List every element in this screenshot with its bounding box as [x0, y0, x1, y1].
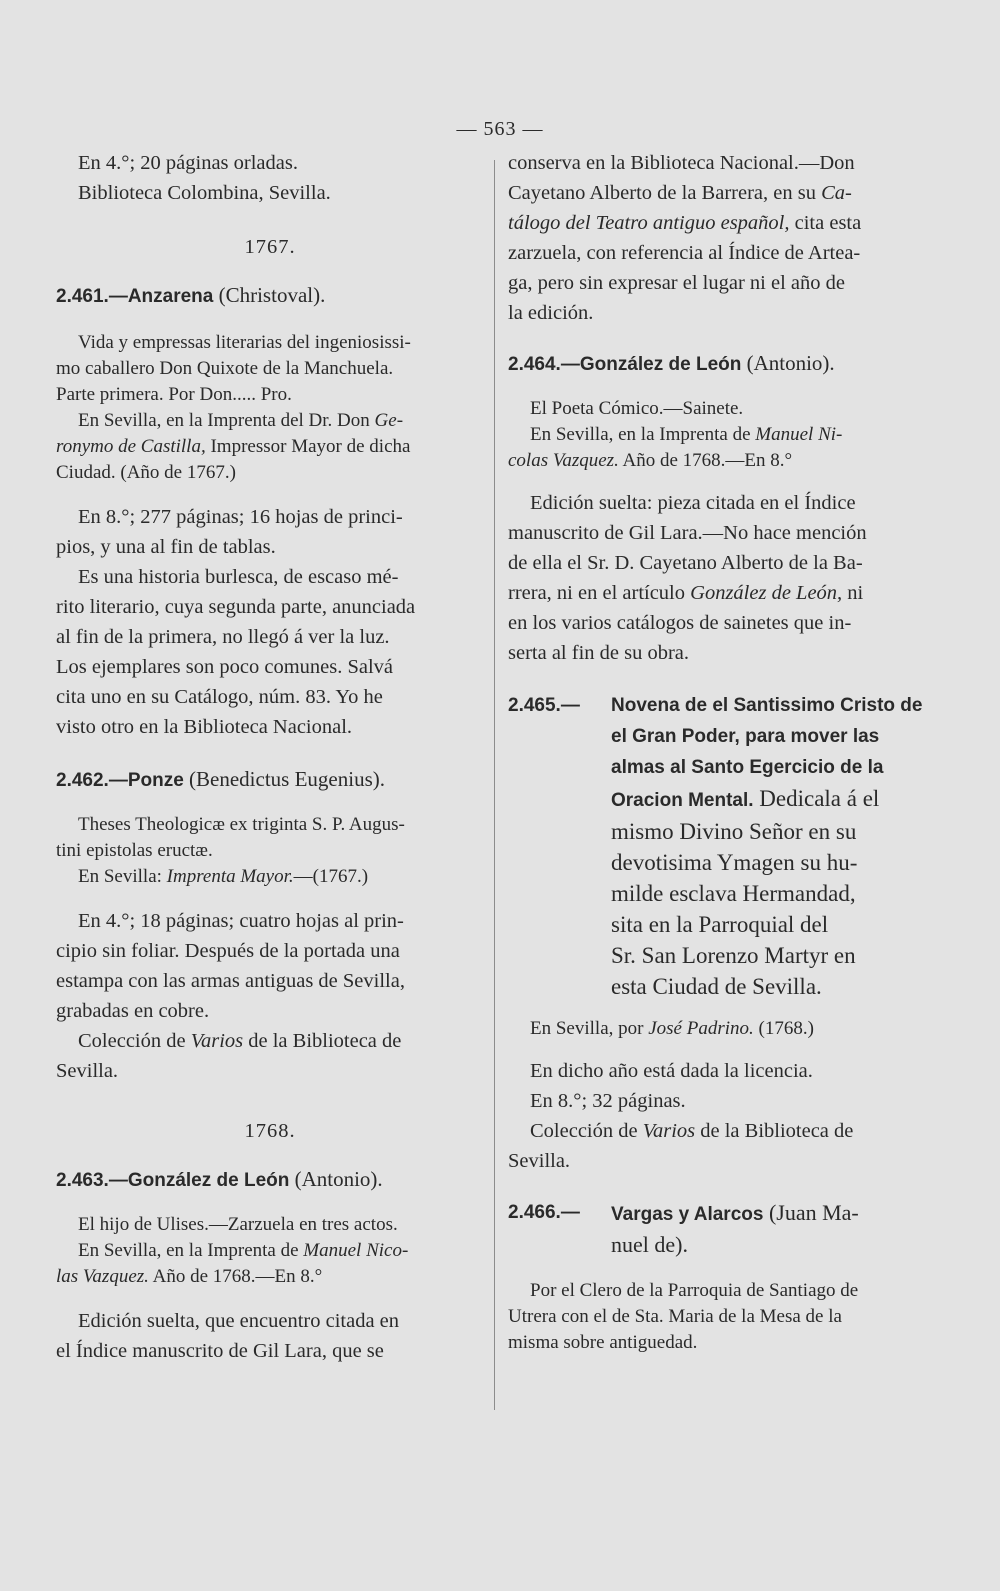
title-line — [611, 783, 938, 816]
desc-line: En 8.°; 277 páginas; 16 hojas de princi- — [78, 506, 403, 528]
entry-number: 2.465.— — [508, 695, 580, 716]
entry-author-name: (Antonio). — [746, 351, 835, 375]
entry-2465-description — [508, 1056, 938, 1176]
year-heading: 1768. — [244, 1120, 296, 1142]
desc-text: Colección de — [78, 1030, 191, 1052]
desc-line: serta al fin de su obra. — [508, 642, 690, 664]
entry-number: 2.463.— — [56, 1170, 128, 1191]
imprint-line — [56, 434, 484, 460]
desc-line: En 8.°; 32 páginas. — [530, 1090, 686, 1112]
title-line: milde esclava Hermandad, — [611, 881, 856, 906]
title-line: tini epistolas eructæ. — [56, 840, 213, 861]
left-column — [56, 148, 484, 1366]
entry-author: Ponze — [127, 770, 184, 791]
entry-2462-title — [56, 812, 484, 890]
entry-number: 2.466.— — [508, 1202, 580, 1223]
imprint-line — [508, 1016, 938, 1042]
title-line: Vida y empressas literarias del ingeniosissi- — [78, 332, 411, 353]
title-line: mo caballero Don Quixote de la Manchuela. — [56, 358, 394, 379]
year-heading: 1767. — [244, 236, 296, 258]
right-column — [508, 148, 938, 1356]
printer-name: Manuel Nico- — [303, 1240, 409, 1261]
desc-line: el Índice manuscrito de Gil Lara, que se — [56, 1340, 384, 1362]
title-line — [611, 1198, 938, 1230]
entry-author: González de León — [579, 354, 742, 375]
entry-2461-description — [56, 502, 484, 742]
printer-name: José Padrino. — [648, 1018, 754, 1039]
desc-text: Cayetano Alberto de la Barrera, en su — [508, 182, 822, 204]
imprint-text: (1768.) — [753, 1018, 814, 1039]
desc-line — [508, 1116, 938, 1146]
title-line: sita en la Parroquial del — [611, 912, 829, 937]
printer-name: las Vazquez. — [56, 1266, 149, 1287]
entry-2463-title — [56, 1212, 484, 1290]
desc-line: Sevilla. — [56, 1060, 119, 1082]
entry-author: Anzarena — [127, 286, 214, 307]
title-line: Por el Clero de la Parroquia de Santiago de — [530, 1280, 859, 1301]
entry-author-name: (Christoval). — [218, 283, 326, 307]
entry-author: González de León — [127, 1170, 290, 1191]
title-line: misma sobre antiguedad. — [508, 1332, 698, 1353]
imprint-text: En Sevilla, en la Imprenta de — [78, 1240, 304, 1261]
desc-line: en los varios catálogos de sainetes que in- — [508, 612, 852, 634]
entry-2463-description — [56, 1306, 484, 1366]
desc-text: Colección de — [530, 1120, 643, 1142]
title-line: Utrera con el de Sta. Maria de la Mesa de la — [508, 1306, 842, 1327]
desc-line: zarzuela, con referencia al Índice de Artea- — [508, 242, 861, 264]
printer-name: Ge- — [374, 410, 404, 431]
imprint-text: En Sevilla: — [78, 866, 167, 887]
title-line: Parte primera. Por Don..... Pro. — [56, 384, 292, 405]
entry-author: Vargas y Alarcos — [611, 1204, 764, 1225]
desc-line — [508, 578, 938, 608]
entry-author-name: (Antonio). — [294, 1167, 383, 1191]
entry-author-name: nuel de). — [611, 1232, 688, 1257]
desc-line — [56, 1026, 484, 1056]
title-line: El Poeta Cómico.—Sainete. — [530, 398, 744, 419]
desc-line: al fin de la primera, no llegó á ver la luz. — [56, 626, 390, 648]
entry-2463-heading — [56, 1164, 484, 1196]
entry-2465-heading — [508, 690, 938, 1002]
desc-text: ni — [842, 582, 864, 604]
format-line: En 4.°; 20 páginas orladas. — [78, 152, 298, 174]
title-line: mismo Divino Señor en su — [611, 819, 857, 844]
imprint-line — [56, 1264, 484, 1290]
desc-line: cipio sin foliar. Después de la portada una — [56, 940, 400, 962]
desc-line: Sevilla. — [508, 1150, 571, 1172]
desc-line: grabadas en cobre. — [56, 1000, 210, 1022]
desc-line: En dicho año está dada la licencia. — [530, 1060, 813, 1082]
desc-text: rrera, ni en el artículo — [508, 582, 691, 604]
desc-line — [508, 178, 938, 208]
entry-2462-description — [56, 906, 484, 1086]
imprint-line — [508, 422, 938, 448]
title-line: almas al Santo Egercicio de la — [611, 757, 884, 778]
title-bold-text: Oracion Mental. — [611, 790, 754, 811]
desc-line: Edición suelta, que encuentro citada en — [78, 1310, 400, 1332]
desc-line: ga, pero sin expresar el lugar ni el año de — [508, 272, 845, 294]
imprint-text: Año de 1768.—En 8.° — [618, 450, 793, 471]
desc-line: Los ejemplares son poco comunes. Salvá — [56, 656, 394, 678]
desc-line: conserva en la Biblioteca Nacional.—Don — [508, 152, 855, 174]
article-title: González de León, — [690, 582, 843, 604]
imprint-text: En Sevilla, por — [530, 1018, 649, 1039]
desc-line: En 4.°; 18 páginas; cuatro hojas al prin- — [78, 910, 404, 932]
entry-number: 2.464.— — [508, 354, 580, 375]
title-line: el Gran Poder, para mover las — [611, 726, 880, 747]
entry-2464-description — [508, 488, 938, 668]
title-line: Sr. San Lorenzo Martyr en — [611, 943, 856, 968]
imprint-line — [56, 864, 484, 890]
imprint-text: En Sevilla, en la Imprenta de — [530, 424, 756, 445]
desc-text: cita esta — [789, 212, 862, 234]
printer-name: ronymo de Castilla, — [56, 436, 206, 457]
desc-text: de la Biblioteca de — [243, 1030, 402, 1052]
imprint-text: Año de 1768.—En 8.° — [148, 1266, 323, 1287]
desc-line: Edición suelta: pieza citada en el Índice — [530, 492, 856, 514]
entry-2464-title — [508, 396, 938, 474]
desc-line: Es una historia burlesca, de escaso mé- — [78, 566, 399, 588]
title-text: Dedicala á el — [753, 786, 880, 811]
imprint-text: Impressor Mayor de dicha — [205, 436, 411, 457]
entry-2461-heading — [56, 280, 484, 312]
title-line: esta Ciudad de Sevilla. — [611, 974, 822, 999]
printer-name: Manuel Ni- — [755, 424, 843, 445]
imprint-line — [508, 448, 938, 474]
entry-2466-title — [508, 1278, 938, 1356]
entry-2461-title — [56, 330, 484, 486]
desc-line: rito literario, cuya segunda parte, anunciada — [56, 596, 416, 618]
entry-2466-heading — [508, 1198, 938, 1260]
desc-line: manuscrito de Gil Lara.—No hace mención — [508, 522, 867, 544]
collection-name: Varios — [190, 1030, 244, 1052]
entry-number: 2.462.— — [56, 770, 128, 791]
catalog-title: Ca- — [821, 182, 852, 204]
catalog-title: tálogo del Teatro antiguo español, — [508, 212, 790, 234]
imprint-line — [56, 1238, 484, 1264]
desc-text: de la Biblioteca de — [695, 1120, 854, 1142]
entry-number: 2.461.— — [56, 286, 128, 307]
printer-name: colas Vazquez. — [508, 450, 619, 471]
imprint-line: Ciudad. (Año de 1767.) — [56, 462, 236, 483]
desc-line: pios, y una al fin de tablas. — [56, 536, 276, 558]
printer-name: Imprenta Mayor. — [166, 866, 294, 887]
imprint-text: —(1767.) — [293, 866, 369, 887]
desc-line: la edición. — [508, 302, 594, 324]
library-line: Biblioteca Colombina, Sevilla. — [78, 182, 331, 204]
entry-2463-continuation — [508, 148, 938, 328]
page-number: — 563 — — [456, 118, 544, 140]
entry-author-name: (Benedictus Eugenius). — [189, 767, 385, 791]
entry-author-name: (Juan Ma- — [768, 1200, 859, 1225]
entry-2464-heading — [508, 348, 938, 380]
entry-2462-heading — [56, 764, 484, 796]
title-line: El hijo de Ulises.—Zarzuela en tres actos. — [78, 1214, 398, 1235]
imprint-line — [56, 408, 484, 434]
desc-line: estampa con las armas antiguas de Sevilla, — [56, 970, 405, 992]
title-line: Theses Theologicæ ex triginta S. P. Augus- — [78, 814, 405, 835]
title-line: devotisima Ymagen su hu- — [611, 850, 858, 875]
title-line: Novena de el Santissimo Cristo de — [611, 695, 923, 716]
desc-line: cita uno en su Catálogo, núm. 83. Yo he — [56, 686, 383, 708]
collection-name: Varios — [642, 1120, 696, 1142]
column-divider — [494, 160, 495, 1410]
desc-line: de ella el Sr. D. Cayetano Alberto de la Ba- — [508, 552, 863, 574]
desc-line — [508, 208, 938, 238]
imprint-text: En Sevilla, en la Imprenta del Dr. Don — [78, 410, 375, 431]
desc-line: visto otro en la Biblioteca Nacional. — [56, 716, 353, 738]
